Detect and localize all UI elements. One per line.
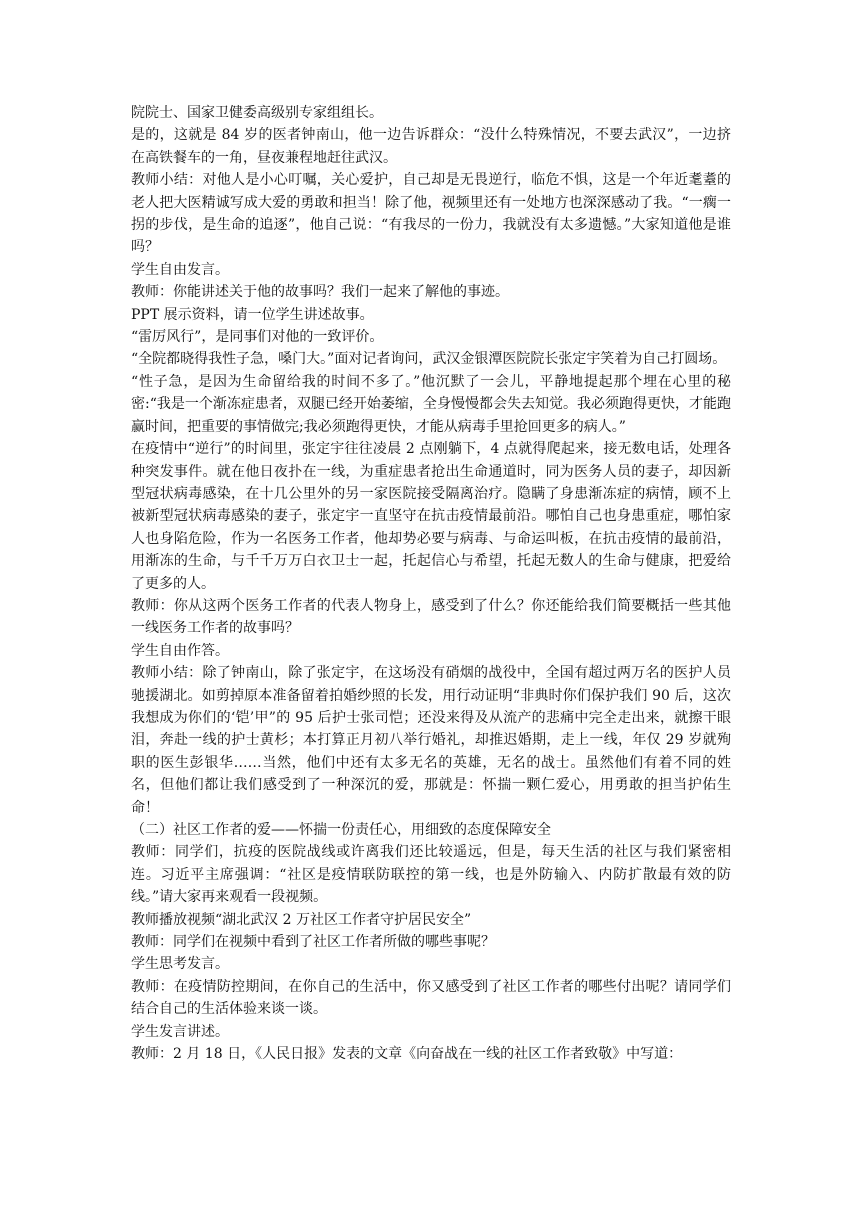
paragraph: 学生自由发言。	[131, 261, 229, 278]
paragraph: 教师小结：除了钟南山，除了张定宇，在这场没有硝烟的战役中，全国有超过两万名的医护人员驰援湖北。如剪掉原本准备留着拍婚纱照的长发，用行动证明“非典时你们保护我们 90 后，这次我想成为你们的‘铠’甲”的 95 后护士张司恺；还没来得及从流产的悲痛中完全走出来，就擦干眼泪，奔赴一线的护士黄杉；本打算正月初八举行婚礼，却推迟婚期，走上一线，年仅 29 岁就殉职的医生彭银华……当然，他们中还有太多无名的英雄，无名的战士。虽然他们有着不同的姓名，但他们都让我们感受到了一种深沉的爱，那就是：怀揣一颗仁爱心，用勇敢的担当护佑生命！	[131, 665, 731, 816]
paragraph: “全院都晓得我性子急，嗓门大。”面对记者询问，武汉金银潭医院院长张定宇笑着为自己打圆场。	[131, 351, 727, 368]
paragraph: 教师：你能讲述关于他的故事吗？我们一起来了解他的事迹。	[131, 284, 509, 301]
paragraph: 教师播放视频“湖北武汉 2 万社区工作者守护居民安全”	[131, 911, 472, 928]
paragraph: 学生发言讲述。	[131, 1023, 229, 1040]
paragraph: 教师：同学们，抗疫的医院战线或许离我们还比较遥远，但是，每天生活的社区与我们紧密相连。习近平主席强调：“社区是疫情联防联控的第一线，也是外防输入、内防扩散最有效的防线。”请大家再来观看一段视频。	[131, 844, 731, 906]
paragraph: 院院士、国家卫健委高级别专家组组长。	[131, 105, 383, 121]
paragraph: 教师：同学们在视频中看到了社区工作者所做的哪些事呢？	[131, 934, 495, 951]
paragraph: 教师：在疫情防控期间，在你自己的生活中，你又感受到了社区工作者的哪些付出呢？请同学们结合自己的生活体验来谈一谈。	[131, 978, 731, 1018]
document-body	[131, 102, 731, 1065]
paragraph: 学生自由作答。	[131, 642, 229, 659]
paragraph: 学生思考发言。	[131, 956, 229, 973]
section-heading: （二）社区工作者的爱——怀揣一份责任心，用细致的态度保障安全	[131, 822, 551, 838]
paragraph: “性子急，是因为生命留给我的时间不多了。”他沉默了一会儿，平静地提起那个埋在心里的秘密:“我是一个渐冻症患者，双腿已经开始萎缩，全身慢慢都会失去知觉。我必须跑得更快，才能跑赢时间，把重要的事情做完;我必须跑得更快，才能从病毒手里抢回更多的病人。”	[131, 373, 731, 435]
paragraph: 是的，这就是 84 岁的医者钟南山，他一边告诉群众：“没什么特殊情况，不要去武汉”，一边挤在高铁餐车的一角，昼夜兼程地赶往武汉。	[131, 127, 731, 166]
paragraph: PPT 展示资料，请一位学生讲述故事。	[131, 306, 374, 323]
paragraph: “雷厉风行”，是同事们对他的一致评价。	[131, 329, 384, 346]
paragraph: 教师小结：对他人是小心叮嘱，关心爱护，自己却是无畏逆行，临危不惧，这是一个年近耄耋的老人把大医精诚写成大爱的勇敢和担当！除了他，视频里还有一处地方也深深感动了我。“一瘸一拐的步伐，是生命的追逐”，他自己说：“有我尽的一份力，我就没有太多遗憾。”大家知道他是谁吗？	[131, 172, 731, 256]
paragraph: 教师：你从这两个医务工作者的代表人物身上，感受到了什么？你还能给我们简要概括一些其他一线医务工作者的故事吗？	[131, 597, 731, 637]
paragraph: 教师：2 月 18 日，《人民日报》发表的文章《向奋战在一线的社区工作者致敬》中写道：	[131, 1046, 683, 1063]
paragraph: 在疫情中“逆行”的时间里，张定宇往往凌晨 2 点刚躺下，4 点就得爬起来，接无数电话，处理各种突发事件。就在他日夜扑在一线，为重症患者抢出生命通道时，同为医务人员的妻子，却因新型冠状病毒感染，在十几公里外的另一家医院接受隔离治疗。隐瞒了身患渐冻症的病情，顾不上被新型冠状病毒感染的妻子，张定宇一直坚守在抗击疫情最前沿。哪怕自己也身患重症，哪怕家人也身陷危险，作为一名医务工作者，他却势必要与病毒、与命运叫板，在抗击疫情的最前沿，用渐冻的生命，与千千万万白衣卫士一起，托起信心与希望，托起无数人的生命与健康，把爱给了更多的人。	[131, 441, 731, 592]
